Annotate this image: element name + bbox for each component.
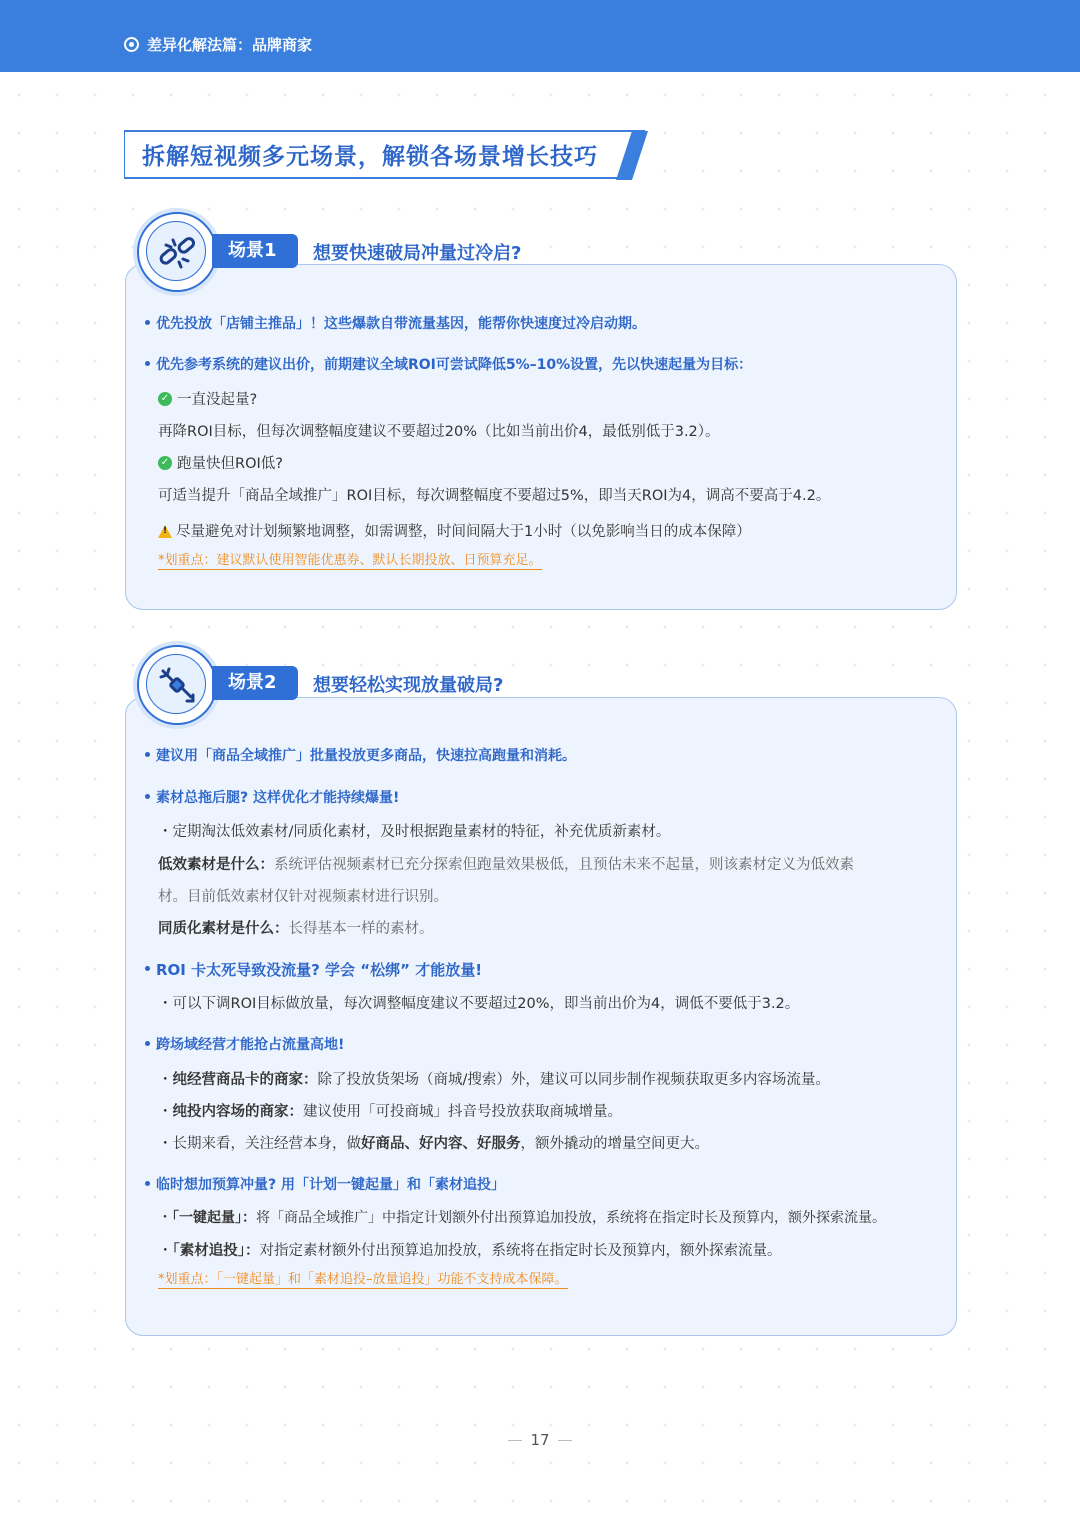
scene1-check-1: ✓ 一直没起量? <box>158 388 257 409</box>
scene2-bullet-5: 临时想加预算冲量? 用「计划一键起量」和「素材追投」 <box>145 1174 505 1194</box>
target-circle-icon <box>124 37 139 52</box>
page-banner <box>124 128 652 182</box>
scene1-tab: 场景1 <box>212 234 298 268</box>
scene1-check-2-body: 可适当提升「商品全域推广」ROI目标，每次调整幅度不要超过5%，即当天ROI为4，调高不要高于4.2。 <box>158 488 831 504</box>
scene2-b4-line2: ・纯投内容场的商家：建议使用「可投商城」抖音号投放获取商城增量。 <box>158 1104 622 1120</box>
scene1-warning: !尽量避免对计划频繁地调整，如需调整，时间间隔大于1小时（以免影响当日的成本保障） <box>158 520 751 541</box>
scene2-b2-line3: 材。目前低效素材仅针对视频素材进行识别。 <box>158 889 448 905</box>
banner-title: 拆解短视频多元场景，解锁各场景增长技巧 <box>142 144 598 170</box>
scene2-badge <box>137 645 217 725</box>
scene1-badge <box>137 212 217 292</box>
section-breadcrumb <box>124 34 312 55</box>
scene2-b5-line1: ・「一键起量」：将「商品全域推广」中指定计划额外付出预算追加投放，系统将在指定时长及预算内，额外探索流量。 <box>158 1210 886 1226</box>
warning-icon <box>158 525 172 538</box>
scene2-bullet-4: 跨场域经营才能抢占流量高地! <box>145 1034 344 1054</box>
scene1-bullet-2: 优先参考系统的建议出价，前期建议全域ROI可尝试降低5%–10%设置，先以快速起量为目标： <box>145 354 752 374</box>
check-icon: ✓ <box>158 456 172 470</box>
scene1-bullet-1: 优先投放「店铺主推品」！这些爆款自带流量基因，能帮你快速度过冷启动期。 <box>145 313 646 333</box>
scene2-b2-line4: 同质化素材是什么：长得基本一样的素材。 <box>158 921 434 937</box>
scene2-tab: 场景2 <box>212 666 298 700</box>
scene2-b2-line1: ・定期淘汰低效素材/同质化素材，及时根据跑量素材的特征，补充优质新素材。 <box>158 824 671 840</box>
broken-link-icon <box>153 228 201 276</box>
scene2-b2-line2: 低效素材是什么：系统评估视频素材已充分探索但跑量效果极低，且预估未来不起量，则该素材定义为低效素 <box>158 857 854 873</box>
scene2-bullet-1: 建议用「商品全域推广」批量投放更多商品，快速拉高跑量和消耗。 <box>145 745 576 765</box>
scene1-note: *划重点：建议默认使用智能优惠券、默认长期投放、日预算充足。 <box>158 553 542 568</box>
section-title: 差异化解法篇：品牌商家 <box>147 36 313 54</box>
scene1-question: 想要快速破局冲量过冷启? <box>313 243 522 264</box>
top-header-bar <box>0 0 1080 72</box>
check-icon: ✓ <box>158 392 172 406</box>
scene2-b3-line1: ・可以下调ROI目标做放量，每次调整幅度建议不要超过20%，即当前出价为4，调低不要低于3.2。 <box>158 996 800 1012</box>
rocket-icon <box>153 661 201 709</box>
scene2-note: *划重点：「一键起量」和「素材追投–放量追投」功能不支持成本保障。 <box>158 1272 568 1287</box>
scene2-question: 想要轻松实现放量破局? <box>313 675 504 696</box>
scene1-check-1-body: 再降ROI目标，但每次调整幅度建议不要超过20%（比如当前出价4，最低别低于3.2）。 <box>158 424 720 440</box>
scene2-b5-line2: ・「素材追投」：对指定素材额外付出预算追加投放，系统将在指定时长及预算内，额外探索流量。 <box>158 1243 782 1259</box>
scene2-bullet-3: ROI 卡太死导致没流量? 学会 “松绑” 才能放量! <box>145 959 482 980</box>
page-number: 17 <box>0 1431 1080 1449</box>
scene1-check-2: ✓ 跑量快但ROI低? <box>158 452 283 473</box>
scene2-b4-line3: ・长期来看，关注经营本身，做好商品、好内容、好服务，额外撬动的增量空间更大。 <box>158 1136 709 1152</box>
scene2-bullet-2: 素材总拖后腿? 这样优化才能持续爆量! <box>145 787 399 807</box>
scene2-b4-line1: ・纯经营商品卡的商家：除了投放货架场（商城/搜索）外，建议可以同步制作视频获取更多内容场流量。 <box>158 1072 830 1088</box>
